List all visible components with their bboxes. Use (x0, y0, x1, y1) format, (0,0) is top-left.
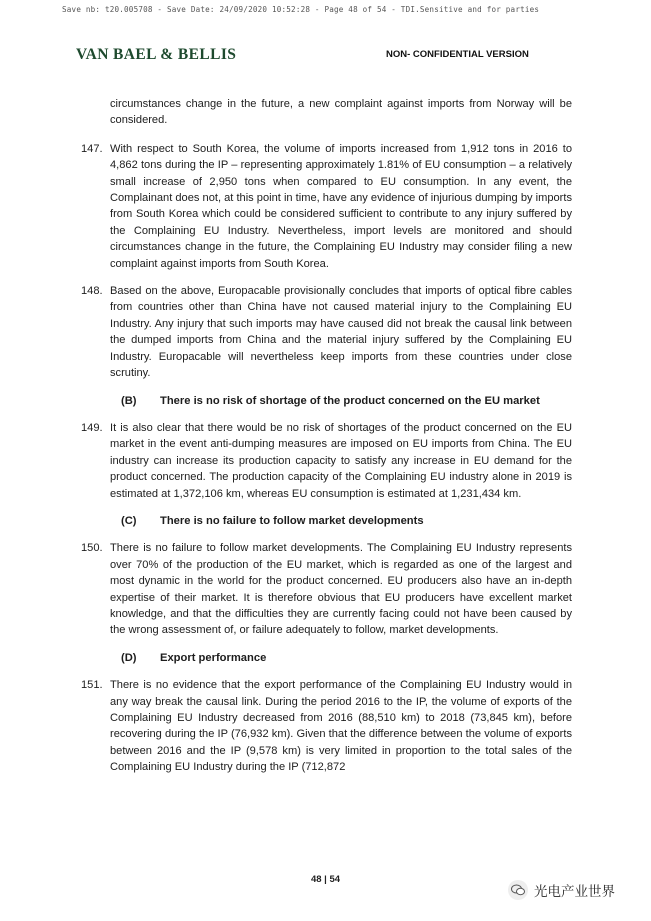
section-heading-text: There is no failure to follow market developments (160, 514, 424, 527)
watermark-text: 光电产业世界 (534, 884, 615, 900)
section-heading-text: There is no risk of shortage of the product concerned on the EU market (160, 394, 540, 407)
paragraph-text: There is no evidence that the export performance of the Complaining EU Industry would in any way break the causal link. During the period 2016 to the IP, the volume of exports of the Complaining EU Industry decreased from 2016 (88,510 km) to 2018 (73,845 km), before recovering during the IP (76,932 km). Given that the difference between the volume of exports between 2016 and the IP (9,578 km) is very limited in proportion to the total sales of the Complaining EU Industry during the IP (712,872 (110, 679, 572, 774)
paragraph-150 (80, 540, 572, 638)
watermark (508, 880, 615, 900)
firm-logo-text: VAN BAEL & BELLIS (76, 46, 237, 63)
paragraph-151 (80, 677, 572, 775)
paragraph-148 (80, 283, 572, 381)
wechat-logo-icon (508, 880, 528, 900)
paragraph-number: 149. (81, 421, 103, 434)
page-number: 48 | 54 (310, 874, 341, 885)
section-heading-label: (C) (121, 514, 137, 527)
confidentiality-label: NON- CONFIDENTIAL VERSION (386, 49, 529, 60)
document-save-stamp: Save nb: t20.005708 - Save Date: 24/09/2020 10:52:28 - Page 48 of 54 - TDI.Sensitive and for parties (62, 5, 540, 14)
paragraph-number: 151. (81, 679, 103, 692)
paragraph-text: It is also clear that there would be no risk of shortages of the product concerned on the EU market in the event anti-dumping measures are imposed on EU imports from China. The EU industry can increase its production capacity to satisfy any increase in EU demand for the product concerned. The production capacity of the Complaining EU industry alone in 2019 is estimated at 1,372,106 km, whereas EU consumption is estimated at 1,231,434 km. (110, 421, 572, 500)
section-heading-d (80, 650, 572, 666)
paragraph-number: 148. (81, 285, 103, 298)
section-heading-label: (B) (121, 394, 137, 407)
paragraph-number: 147. (81, 142, 103, 155)
section-heading-c (80, 513, 572, 529)
paragraph-149 (80, 420, 572, 502)
paragraph-text: Based on the above, Europacable provisionally concludes that imports of optical fibre cables from countries other than China have not caused material injury to the Complaining EU Industry. Any injury that such imports may have caused did not break the causal link between the dumped imports from China and the material injury suffered by the Complaining EU Industry. Europacable will nevertheless keep imports from these countries under close scrutiny. (110, 285, 572, 380)
paragraph-text: There is no failure to follow market developments. The Complaining EU Industry represents over 70% of the production of the EU market, which is regarded as one of the largest and most dynamic in the world for the product concerned. EU producers also have an in-depth expertise of their market. It is therefore obvious that EU producers have excellent market knowledge, and that the difficulties they are currently facing could not have been caused by the wrong assessment of, or failure adequately to follow, market developments. (110, 542, 572, 637)
document-body (80, 96, 572, 787)
section-heading-b (80, 393, 572, 409)
paragraph-147 (80, 141, 572, 272)
section-heading-label: (D) (121, 651, 137, 664)
continuation-paragraph: circumstances change in the future, a new complaint against imports from Norway will be considered. (110, 98, 572, 127)
section-heading-text: Export performance (160, 651, 267, 664)
paragraph-text: With respect to South Korea, the volume of imports increased from 1,912 tons in 2016 to 4,862 tons during the IP – representing approximately 1.81% of EU consumption – a relatively small increase of 2,950 tons when compared to EU consumption. In any event, the Complainant does not, at this point in time, have any evidence of injurious dumping by imports from South Korea which could be considered sufficient to contribute to any injury suffered by the Complaining EU Industry. Nevertheless, import levels are monitored and should circumstances change in the future, the Complaining EU Industry may consider filing a new complaint against imports from South Korea. (110, 142, 572, 270)
paragraph-number: 150. (81, 542, 103, 555)
